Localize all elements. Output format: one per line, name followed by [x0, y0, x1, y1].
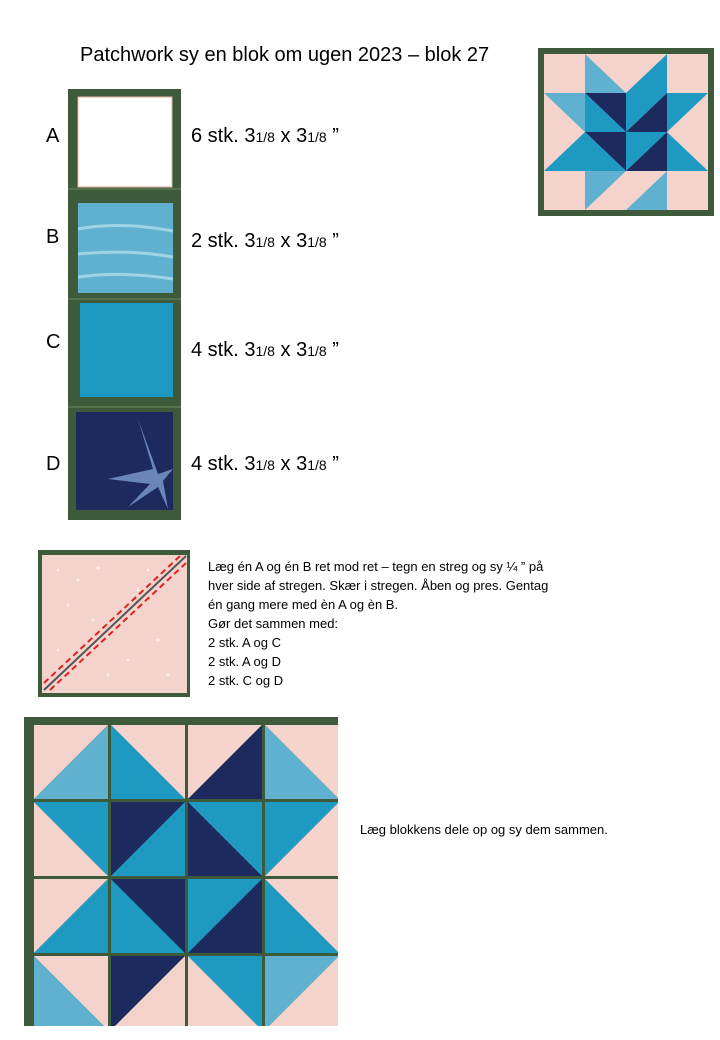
count-text: 4 stk. 3: [191, 339, 256, 361]
fabric-letter-d: D: [46, 453, 61, 475]
fraction: 1/8: [255, 234, 275, 250]
times-text: x 3: [274, 339, 308, 361]
page-title: Patchwork sy en blok om ugen 2023 – blok 27: [80, 44, 490, 66]
count-text: 2 stk. 3: [191, 230, 256, 252]
fabric-swatches-photo: [68, 89, 181, 520]
cut-measure-a: [191, 125, 339, 148]
times-text: x 3: [274, 125, 308, 147]
count-text: 4 stk. 3: [191, 453, 256, 475]
fraction: 1/8: [307, 343, 327, 359]
fraction: 1/8: [255, 343, 275, 359]
unit-text: ”: [326, 339, 339, 361]
instruction-line: én gang mere med èn A og èn B.: [208, 597, 399, 612]
cut-measure-c: [191, 339, 339, 362]
instruction-line: 2 stk. A og C: [208, 635, 281, 650]
fabric-letter-b: B: [46, 226, 60, 248]
fraction: 1/8: [307, 234, 327, 250]
assembly-note: Læg blokkens dele op og sy dem sammen.: [360, 822, 608, 837]
finished-block-photo: [538, 48, 714, 216]
times-text: x 3: [274, 230, 308, 252]
count-text: 6 stk. 3: [191, 125, 256, 147]
fabric-letter-c: C: [46, 331, 61, 353]
fraction: 1/8: [307, 129, 327, 145]
unit-text: ”: [326, 125, 339, 147]
cut-measure-b: [191, 230, 339, 253]
instruction-line: hver side af stregen. Skær i stregen. Åben og pres. Gentag: [208, 578, 549, 593]
block-layout-photo: [24, 717, 338, 1026]
unit-text: ”: [326, 453, 339, 475]
instruction-line: Gør det sammen med:: [208, 616, 339, 631]
fabric-letter-a: A: [46, 125, 60, 147]
times-text: x 3: [274, 453, 308, 475]
instruction-line: 2 stk. A og D: [208, 654, 281, 669]
fraction: 1/8: [255, 457, 275, 473]
instruction-line: Læg én A og én B ret mod ret – tegn en streg og sy ¼ ” på: [208, 559, 544, 574]
hst-demo-photo: [38, 550, 190, 697]
instructions-text: [208, 557, 608, 690]
cut-measure-d: [191, 453, 339, 476]
fraction: 1/8: [307, 457, 327, 473]
instruction-line: 2 stk. C og D: [208, 673, 284, 688]
fraction: 1/8: [255, 129, 275, 145]
unit-text: ”: [326, 230, 339, 252]
